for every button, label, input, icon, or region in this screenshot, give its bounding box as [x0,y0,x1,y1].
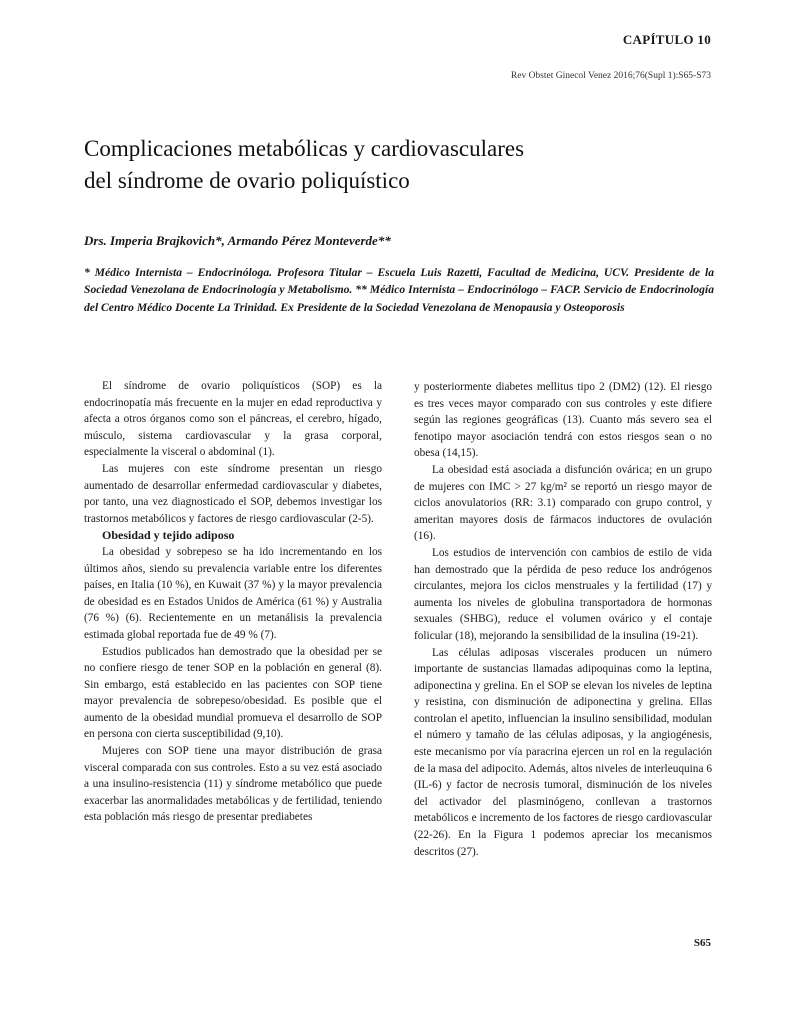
paragraph: Los estudios de intervención con cambios de estilo de vida han demostrado que la pérdida de peso reduce los andrógenos circulantes, mejora los ciclos menstruales y la fertilidad (17) y aumenta los niveles de globulina transportadora de hormonas sexuales (SHBG), reduce el volumen ovárico y el contaje folicular (18), mejorando la sensibilidad de la insulina (19-21). [414,546,712,642]
article-title [84,133,714,197]
paragraph: La obesidad está asociada a disfunción ovárica; en un grupo de mujeres con IMC > 27 kg/m² se reportó un riesgo mayor de ciclos anovulatorios (RR: 3.1) comparado con grupo control, y ameritan mayores dosis de fármacos inductores de ovulación (16). [414,463,712,543]
paragraph: Las células adiposas viscerales producen un número importante de sustancias llamadas adipoquinas como la leptina, adiponectina y grelina. En el SOP se elevan los niveles de leptina y resistina, con disminución de adiponectina y grelina. Ellas controlan el apetito, influencian la insulino sensibilidad, modulan el número y tamaño de las células adiposas, y la angiogénesis, este mecanismo por vía paracrina ejercen un rol en la regulación de la masa del adipocito. Además, altos niveles de interleuquina 6 (IL-6) y factor de necrosis tumoral, disminución de los niveles del activador del plasminógeno, conllevan a trastornos metabólicos e incremento de los factores de riesgo cardiovascular (22-26). En la Figura 1 podemos apreciar los mecanismos descritos (27). [414,646,712,858]
authors: Drs. Imperia Brajkovich*, Armando Pérez Monteverde** [84,233,391,248]
paragraph: Las mujeres con este síndrome presentan un riesgo aumentado de desarrollar enfermedad cardiovascular y diabetes, por tanto, una vez diagnosticado el SOP, debemos investigar los trastornos metabólicos y factores de riesgo cardiovascular (2-5). [84,462,382,525]
paragraph: y posteriormente diabetes mellitus tipo 2 (DM2) (12). El riesgo es tres veces mayor comparado con sus controles y este difiere según las regiones geográficas (13). Cuanto más severo sea el fenotipo mayor asociación tendrá con estos riesgos sean o no obesa (14,15). [414,381,712,460]
section-heading: Obesidad y tejido adiposo [102,528,235,543]
left-column [84,378,382,826]
paragraph: Estudios publicados han demostrado que la obesidad per se no confiere riesgo de tener SOP en la población en general (8). Sin embargo, está establecido en las pacientes con SOP tiene mayor prevalencia de sobrepeso/obesidad. Es posible que el aumento de la obesidad mundial promueva el desarrollo de SOP en persona con cierta susceptibilidad (9,10). [84,645,382,741]
paragraph: Mujeres con SOP tiene una mayor distribución de grasa visceral comparada con sus controles. Esto a su vez está asociado a una insulino-resistencia (11) y síndrome metabólico que puede exacerbar las anormalidades metabólicas y de fertilidad, teniendo esta población más riesgo de presentar prediabetes [84,745,382,824]
affiliation: * Médico Internista – Endocrinóloga. Profesora Titular – Escuela Luis Razetti, Facultad de Medicina, UCV. Presidente de la Sociedad Venezolana de Endocrinología y Metabolismo. ** Médico Internista – Endocrinólogo – FACP. Servicio de Endocrinología del Centro Médico Docente La Trinidad. Ex Presidente de la Sociedad Venezolana de Menopausia y Osteoporosis [84,266,714,314]
right-column [414,379,712,860]
page-number: S65 [693,937,711,949]
paragraph: La obesidad y sobrepeso se ha ido incrementando en los últimos años, siendo su prevalencia variable entre los diferentes países, en Italia (10 %), en Kuwait (37 %) y la mayor prevalencia de obesidad es en Estados Unidos de América (61 %) y Australia (76 %) (6). Recientemente en un metanálisis la prevalencia estimada global reportada fue de 49 % (7). [84,545,382,641]
paragraph: El síndrome de ovario poliquísticos (SOP) es la endocrinopatía más frecuente en la mujer en edad reproductiva y afecta a otros órganos como son el páncreas, el cerebro, hígado, músculo, sistema cardiovascular y la grasa corporal, especialmente la visceral o abdominal (1). [84,380,382,459]
journal-citation: Rev Obstet Ginecol Venez 2016;76(Supl 1):S65-S73 [510,71,711,81]
title-line-2: del síndrome de ovario poliquístico [84,168,410,193]
title-line-1: Complicaciones metabólicas y cardiovasculares [84,136,525,161]
chapter-label: CAPÍTULO 10 [622,32,711,47]
